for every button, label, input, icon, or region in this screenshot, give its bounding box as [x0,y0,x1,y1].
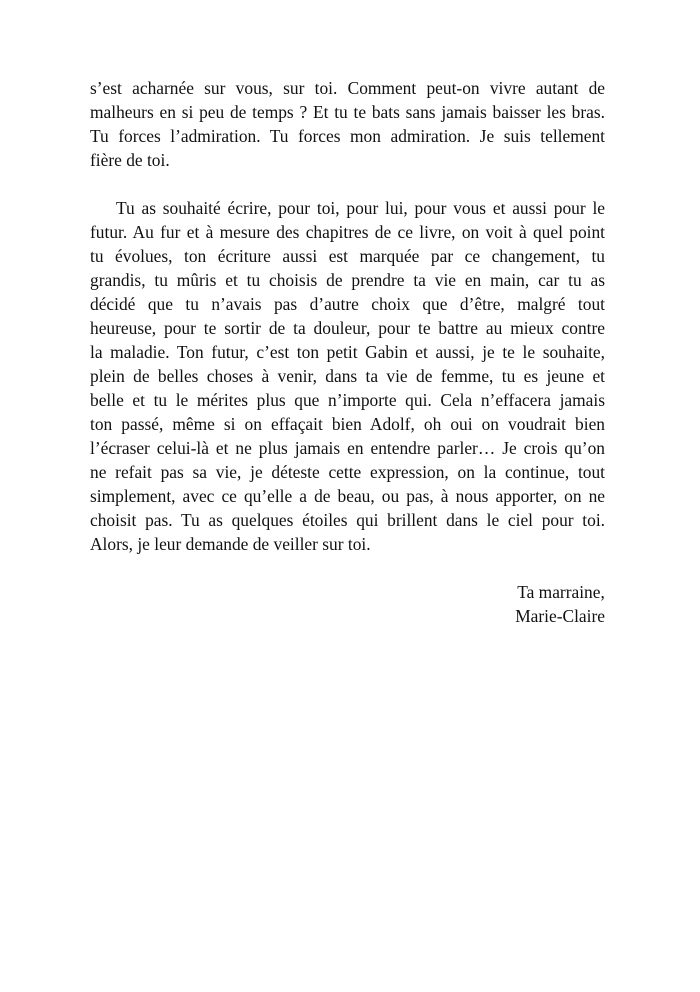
text-line: la maladie. Ton futur, c’est ton petit Gabin et aussi, je te le souhaite, [90,342,605,362]
text-line: choisit pas. Tu as quelques étoiles qui brillent dans le ciel pour toi. [90,510,605,530]
text-line: heureuse, pour te sortir de ta douleur, pour te battre au mieux contre [90,318,605,338]
paragraph-1 [90,76,605,172]
text-line: Tu forces l’admiration. Tu forces mon admiration. Je suis tellement [90,126,605,146]
text-line: fière de toi. [90,150,170,170]
text-line: futur. Au fur et à mesure des chapitres de ce livre, on voit à quel point [90,222,605,242]
text-line: grandis, tu mûris et tu choisis de prendre ta vie en main, car tu as [90,270,605,290]
text-line: décidé que tu n’avais pas d’autre choix que d’être, malgré tout [90,294,605,314]
text-line: s’est acharnée sur vous, sur toi. Comment peut-on vivre autant de [90,78,605,98]
text-line: plein de belles choses à venir, dans ta vie de femme, tu es jeune et [90,366,605,386]
text-line: ton passé, même si on effaçait bien Adolf, oh oui on voudrait bien [90,414,605,434]
text-line: belle et tu le mérites plus que n’importe qui. Cela n’effacera jamais [90,390,605,410]
paragraph-2 [90,196,605,556]
document-page [90,76,605,556]
signature-name: Marie-Claire [515,606,605,626]
text-line: Alors, je leur demande de veiller sur toi. [90,534,371,554]
text-line: malheurs en si peu de temps ? Et tu te bats sans jamais baisser les bras. [90,102,605,122]
text-line: l’écraser celui-là et ne plus jamais en entendre parler… Je crois qu’on [90,438,605,458]
signature-block [515,580,605,628]
text-line: simplement, avec ce qu’elle a de beau, ou pas, à nous apporter, on ne [90,486,605,506]
text-line: tu évolues, ton écriture aussi est marquée par ce changement, tu [90,246,605,266]
signature-closing: Ta marraine, [517,582,605,602]
text-line: ne refait pas sa vie, je déteste cette expression, on la continue, tout [90,462,605,482]
text-line: Tu as souhaité écrire, pour toi, pour lui, pour vous et aussi pour le [116,198,605,218]
